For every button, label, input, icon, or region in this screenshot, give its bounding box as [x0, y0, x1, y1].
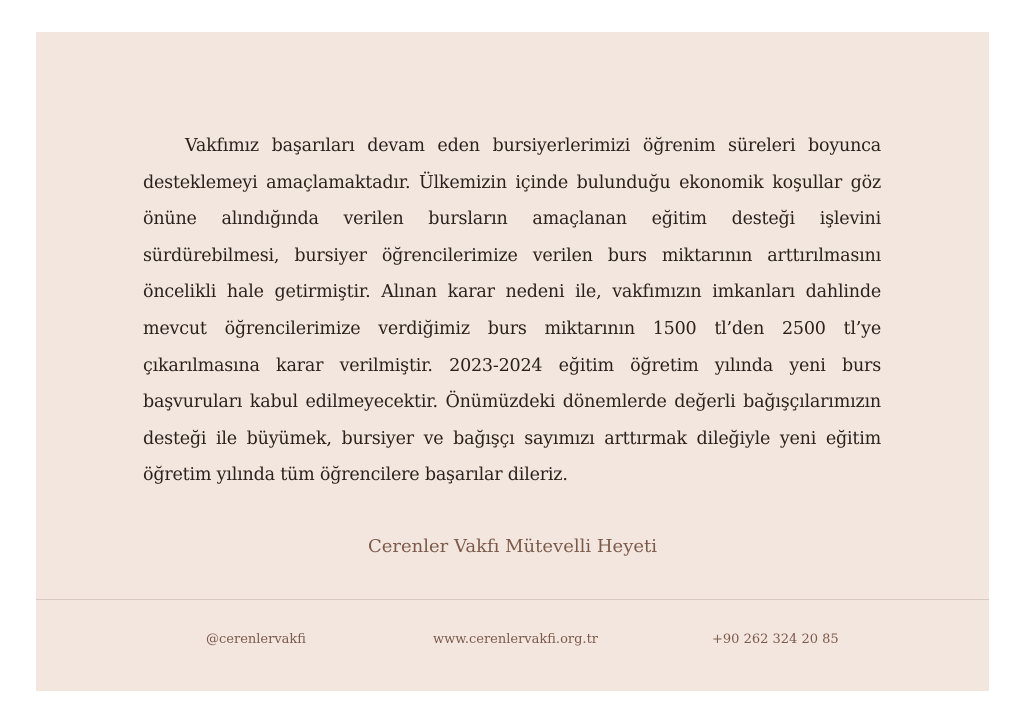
letter-body: Vakfımız başarıları devam eden bursiyerlerimizi öğrenim süreleri boyunca desteklemeyi amaçlamaktadır. Ülkemizin içinde bulunduğu ekonomik koşullar göz önüne alındığında verilen bursların amaçlanan eğitim desteği işlevini sürdürebilmesi, bursiyer öğrencilerimize verilen burs miktarının arttırılmasını öncelikli hale getirmiştir. Alınan karar nedeni ile, vakfımızın imkanları dahlinde mevcut öğrencilerimize verdiğimiz burs miktarının 1500 tl’den 2500 tl’ye çıkarılmasına karar verilmiştir. 2023-2024 eğitim öğretim yılında yeni burs başvuruları kabul edilmeyecektir. Önümüzdeki dönemlerde değerli bağışçılarımızın desteği ile büyümek, bursiyer ve bağışçı sayımızı arttırmak dileğiyle yeni eğitim öğretim yılında tüm öğrencilere başarılar dileriz.: [143, 136, 881, 486]
letter-page: [36, 32, 989, 691]
footer-social-handle: @cerenlervakfi: [206, 632, 306, 647]
footer-phone: +90 262 324 20 85: [712, 632, 839, 647]
footer-divider: [36, 599, 989, 600]
signature: Cerenler Vakfı Mütevelli Heyeti: [367, 536, 658, 557]
footer-website: www.cerenlervakfi.org.tr: [433, 632, 599, 647]
